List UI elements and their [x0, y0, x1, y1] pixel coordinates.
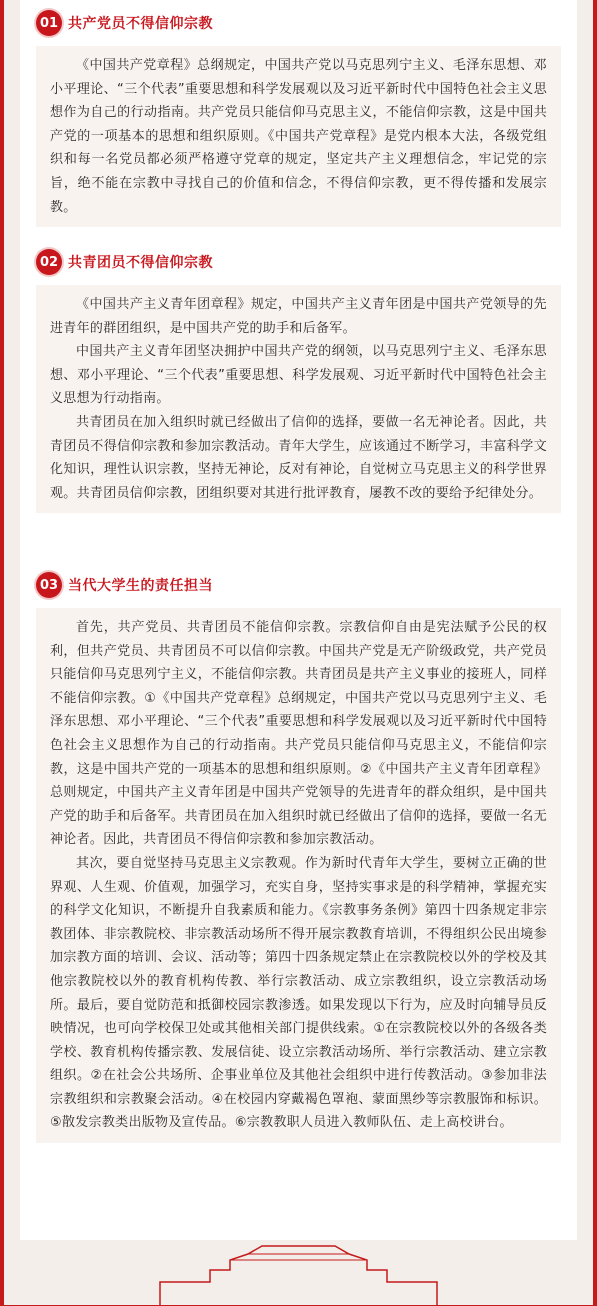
section-number-badge: 02	[36, 249, 62, 275]
building-outline-decoration	[0, 1240, 597, 1306]
section-02	[36, 249, 561, 513]
section-number-badge: 03	[36, 572, 62, 598]
section-title: 当代大学生的责任担当	[68, 578, 213, 594]
section-body	[36, 285, 561, 513]
paragraph: 共青团员在加入组织时就已经做出了信仰的选择，要做一名无神论者。因此，共青团员不得信仰宗教和参加宗教活动。青年大学生，应该通过不断学习，丰富科学文化知识，理性认识宗教，坚持无神论，反对有神论，自觉树立马克思主义的科学世界观。共青团员信仰宗教，团组织要对其进行批评教育，屡教不改的要给予纪律处分。	[50, 414, 547, 501]
section-number-badge: 01	[36, 10, 62, 36]
paragraph: 《中国共产党章程》总纲规定，中国共产党以马克思列宁主义、毛泽东思想、邓小平理论、“三个代表”重要思想和科学发展观以及习近平新时代中国特色社会主义思想作为自己的行动指南。共产党员只能信仰马克思主义，不能信仰宗教，这是中国共产党的一项基本的思想和组织原则。《中国共产党章程》是党内根本大法，各级党组织和每一名党员都必须严格遵守党章的规定，坚定共产主义理想信念，牢记党的宗旨，绝不能在宗教中寻找自己的价值和信念，不得信仰宗教，更不得传播和发展宗教。	[50, 58, 547, 215]
section-01	[36, 10, 561, 227]
section-header	[36, 572, 561, 598]
paragraph: 其次，要自觉坚持马克思主义宗教观。作为新时代青年大学生，要树立正确的世界观、人生观、价值观，加强学习，充实自身，坚持实事求是的科学精神，掌握充实的科学文化知识，不断提升自我素质和能力。《宗教事务条例》第四十四条规定非宗教团体、非宗教院校、非宗教活动场所不得开展宗教教育培训，不得组织公民出境参加宗教方面的培训、会议、活动等；第四十四条规定禁止在宗教院校以外的学校及其他宗教院校以外的教育机构传教、举行宗教活动、成立宗教组织，设立宗教活动场所。最后，要自觉防范和抵御校园宗教渗透。如果发现以下行为，应及时向辅导员反映情况，也可向学校保卫处或其他相关部门提供线索。①在宗教院校以外的各级各类学校、教育机构传播宗教、发展信徒、设立宗教活动场所、举行宗教活动、建立宗教组织。②在社会公共场所、企事业单位及其他社会组织中进行传教活动。③参加非法宗教组织和宗教聚会活动。④在校园内穿戴褐色罩袍、蒙面黑纱等宗教服饰和标识。⑤散发宗教类出版物及宣传品。⑥宗教教职人员进入教师队伍、走上高校讲台。	[50, 855, 547, 1131]
section-title: 共青团员不得信仰宗教	[68, 255, 213, 271]
section-body	[36, 46, 561, 227]
section-title: 共产党员不得信仰宗教	[68, 16, 213, 32]
section-body	[36, 608, 561, 1143]
paragraph: 中国共产主义青年团坚决拥护中国共产党的纲领，以马克思列宁主义、毛泽东思想、邓小平理论、“三个代表”重要思想、科学发展观、习近平新时代中国特色社会主义思想为行动指南。	[50, 344, 547, 407]
section-header	[36, 10, 561, 36]
section-header	[36, 249, 561, 275]
paragraph: 首先，共产党员、共青团员不能信仰宗教。宗教信仰自由是宪法赋予公民的权利，但共产党员、共青团员不可以信仰宗教。中国共产党是无产阶级政党，共产党员只能信仰马克思列宁主义，不能信仰宗教。共青团员是共产主义事业的接班人，同样不能信仰宗教。①《中国共产党章程》总纲规定，中国共产党以马克思列宁主义、毛泽东思想、邓小平理论、“三个代表”重要思想和科学发展观以及习近平新时代中国特色社会主义思想作为自己的行动指南。共产党员只能信仰马克思主义，不能信仰宗教，这是中国共产党的一项基本的思想和组织原则。②《中国共产主义青年团章程》总则规定，中国共产主义青年团是中国共产党领导的先进青年的群众组织，是中国共产党的助手和后备军。共青团员在加入组织时就已经做出了信仰的选择，要做一名无神论者。因此，共青团员不得信仰宗教和参加宗教活动。	[50, 620, 547, 848]
section-03	[36, 572, 561, 1143]
paragraph: 《中国共产主义青年团章程》规定，中国共产主义青年团是中国共产党领导的先进青年的群团组织，是中国共产党的助手和后备军。	[50, 297, 547, 336]
